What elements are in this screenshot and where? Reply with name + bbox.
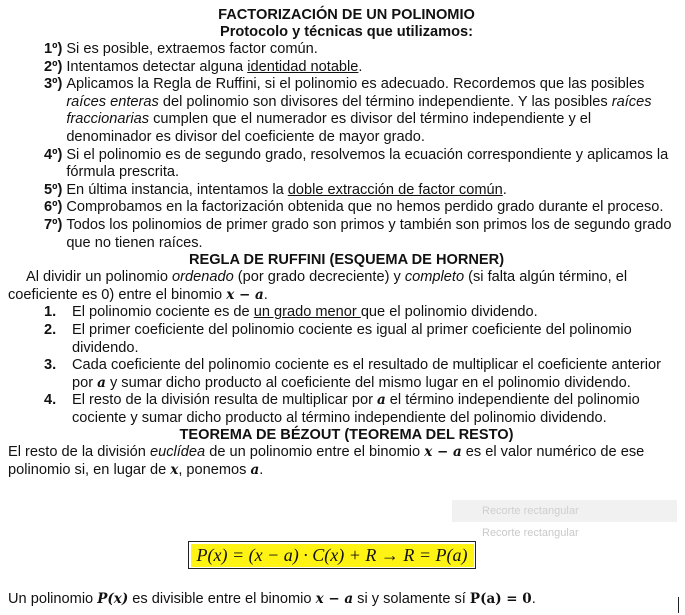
step-7: 7º) Todos los polinomios de primer grado son primos y también son primos los de segundo grado que no tienen raíces. (44, 216, 672, 251)
ruffini-intro: Al dividir un polinomio ordenado (por grado decreciente) y completo (si falta algún término, el coeficiente es 0) entre el binomio x − a. (8, 269, 628, 303)
page-title: FACTORIZACIÓN DE UN POLINOMIO (218, 7, 475, 23)
step-6: 6º) Comprobamos en la factorización obtenida que no hemos perdido grado durante el proceso. (44, 199, 664, 216)
bezout-heading: TEOREMA DE BÉZOUT (TEOREMA DEL RESTO) (179, 427, 514, 444)
step-2: 2º) Intentamos detectar alguna identidad notable. (44, 58, 363, 75)
ruffini-item-2: 2. El primer coeficiente del polinomio cociente es igual al primer coeficiente del polinomio dividendo. (44, 321, 632, 356)
ruffini-item-1: 1. El polinomio cociente es de un grado menor que el polinomio dividendo. (44, 304, 538, 321)
step-1: 1º) Si es posible, extraemos factor común. (44, 41, 318, 57)
factorization-section (8, 7, 685, 480)
step-5: 5º) En última instancia, intentamos la doble extracción de factor común. (44, 181, 507, 198)
divisibility-statement: Un polinomio P(x) es divisible entre el binomio x − a si y solamente sí P(a) = 0. (8, 591, 536, 607)
step-3: 3º) Aplicamos la Regla de Ruffini, si el polinomio es adecuado. Recordemos que las posibles raíces enteras del polinomio son divisores del término independiente. Y las posibles raíces fraccionarias cumplen que el numerador es divisor del término independiente y el denominador es divisor del coeficiente de mayor grado. (44, 76, 652, 145)
ghost-menu-item: Recorte rectangular (452, 500, 677, 522)
page-subtitle: Protocolo y técnicas que utilizamos: (219, 24, 473, 40)
faded-snip-menu (452, 500, 677, 546)
remainder-formula: P(x) = (x − a) · C(x) + R → R = P(a) (191, 544, 474, 567)
formula-box (188, 541, 476, 569)
text-cursor (678, 597, 679, 613)
ruffini-item-4: 4. El resto de la división resulta de multiplicar por a el término independiente del polinomio cociente y sumar dicho producto al término independiente del polinomio dividendo. (44, 392, 640, 426)
bezout-paragraph: El resto de la división euclídea de un polinomio entre el binomio x − a es el valor numérico de ese polinomio si, en lugar de x, ponemos a. (8, 444, 645, 479)
ruffini-item-3: 3. Cada coeficiente del polinomio cociente es el resultado de multiplicar el coeficiente anterior por a y sumar dicho producto al coeficiente del mismo lugar en el polinomio dividendo. (44, 357, 661, 391)
ruffini-heading: REGLA DE RUFFINI (ESQUEMA DE HORNER) (188, 252, 505, 269)
step-4: 4º) Si el polinomio es de segundo grado, resolvemos la ecuación correspondiente y aplicamos la fórmula prescrita. (44, 146, 669, 181)
ghost-menu-item: Recorte rectangular (482, 527, 579, 539)
